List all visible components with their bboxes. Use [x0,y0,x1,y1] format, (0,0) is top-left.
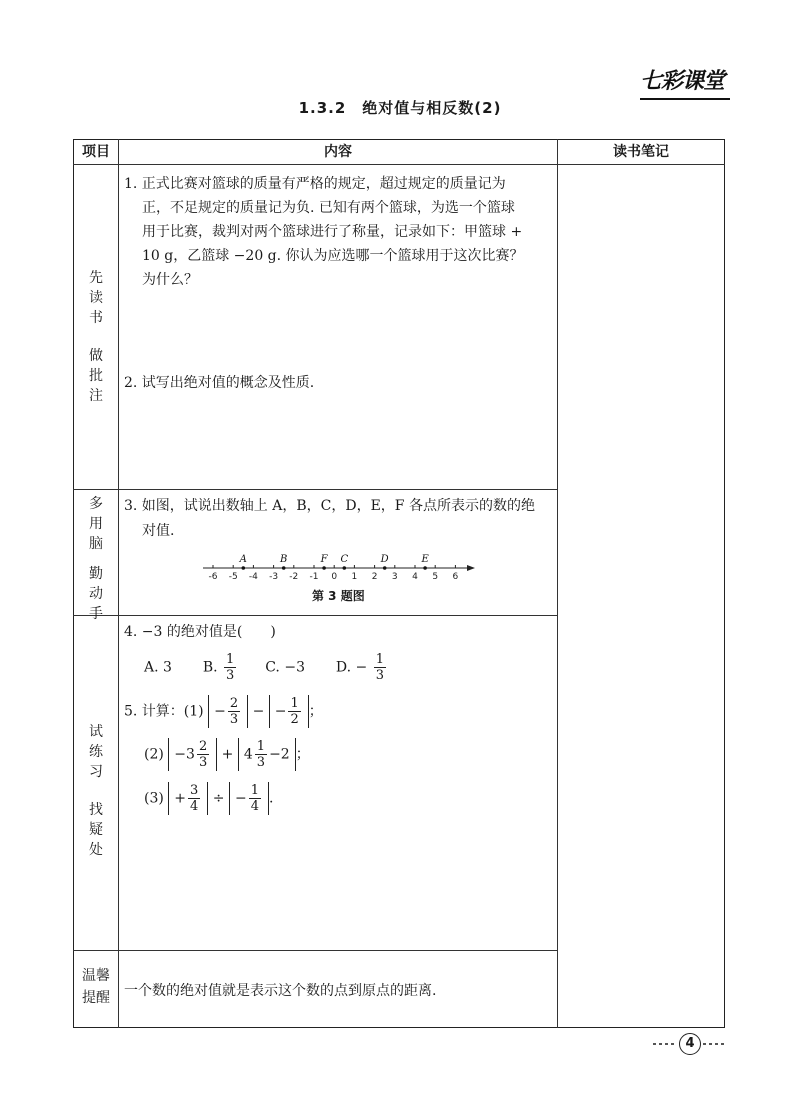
header-item: 项目 [82,144,110,160]
tick-label: -5 [228,572,238,582]
col-divider-item [118,139,119,1028]
tip-text: 一个数的绝对值就是表示这个数的点到原点的距离. [124,983,437,999]
tick-label: -3 [269,572,279,582]
option-a: A. 3 [144,659,172,676]
question-4-stem: 4. −3 的绝对值是( ) [124,624,276,640]
row-divider-1 [73,489,558,490]
dots-right [703,1043,725,1045]
tick-label: 0 [331,572,338,582]
fraction: $\frac{1}{3}$ [226,652,235,683]
figure-caption: 第 3 题图 [312,589,365,603]
point-label-B: B [280,554,288,565]
label-char: 习 [89,764,103,780]
tick-label: 2 [371,572,378,582]
tick-label: 1 [351,572,358,582]
part-label: (3) [144,790,164,807]
point-label-F: F [320,554,328,565]
point-label-D: D [380,554,389,565]
point-C [343,566,347,570]
label-char: 注 [89,388,103,404]
question-1-line: 10 g，乙篮球 −20 g. 你认为应选哪一个篮球用于这次比赛？ [142,248,524,264]
point-D [383,566,387,570]
question-4-options [144,652,388,683]
absolute-value: −3 $\frac{2}{3}$ [168,738,217,771]
axis-arrow [467,565,475,571]
label-char: 动 [89,586,103,602]
page-title: 1.3.2 绝对值与相反数(2) [298,99,502,117]
number-line-figure [195,546,485,582]
brand-main: 七彩 [640,68,683,94]
label-char: 温 [82,968,96,984]
option-c: C. −3 [265,659,305,676]
label-char: 疑 [89,822,103,838]
label-char: 处 [89,842,103,858]
fraction: $\frac{1}{3}$ [375,652,384,683]
tick-label: -2 [289,572,299,582]
part-label: (2) [144,746,164,763]
option-d: D. − [335,659,368,676]
point-label-A: A [239,554,247,565]
label-char: 多 [89,496,103,512]
dots-left [653,1043,675,1045]
question-1-line: 正，不足规定的质量记为负. 已知有两个篮球，为选一个篮球 [142,200,515,216]
absolute-value: + $\frac{3}{4}$ [168,782,208,815]
option-b: B. [202,659,218,676]
label-char: 做 [89,348,103,364]
absolute-value: − $\frac{2}{3}$ [208,695,248,728]
point-A [242,566,246,570]
section-label-practice [74,722,118,860]
header-divider [73,164,725,165]
label-char: 读 [89,290,103,306]
tick-label: -1 [309,572,319,582]
question-1-line: 用于比赛，裁判对两个篮球进行了称量，记录如下：甲篮球 + [142,224,523,240]
question-3 [124,494,554,544]
absolute-value: − $\frac{1}{2}$ [269,695,309,728]
absolute-value: 4 $\frac{1}{3}$ −2 [238,738,296,771]
col-divider-notes [557,139,558,1028]
header-content: 内容 [324,144,352,160]
tick-label: 5 [432,572,439,582]
point-B [282,566,286,570]
tick-label: -4 [248,572,258,582]
label-char: 书 [89,310,103,326]
tick-label: 3 [391,572,398,582]
question-3-line: 3. 如图，试说出数轴上 A，B，C，D，E，F 各点所表示的数的绝 [124,498,535,514]
label-char: 用 [89,516,103,532]
section-label-think [74,494,118,624]
label-char: 练 [89,744,103,760]
question-1-line: 1. 正式比赛对篮球的质量有严格的规定，超过规定的质量记为 [124,176,506,192]
point-F [322,566,326,570]
page-number-value: 4 [679,1033,701,1055]
label-char: 先 [89,270,103,286]
label-char: 脑 [89,536,103,552]
label-char: 提 [82,990,96,1006]
row-divider-2 [73,615,558,616]
label-char: 找 [89,802,103,818]
label-char: 手 [89,606,103,622]
question-3-line: 对值. [142,523,175,539]
tick-label: -6 [208,572,218,582]
label-char: 馨 [96,968,110,984]
point-label-E: E [421,554,429,565]
page-number [653,1033,725,1055]
label-char: 批 [89,368,103,384]
question-5-part-2: (2) −3 $\frac{2}{3}$ + 4 $\frac{1}{3}$ −2 ； [144,739,310,770]
question-1 [124,172,554,292]
tick-label: 6 [452,572,459,582]
absolute-value: − $\frac{1}{4}$ [229,782,269,815]
label-char: 勤 [89,566,103,582]
question-5-stem: 5. 计算：(1) [124,703,204,720]
question-5-part-3: (3) + $\frac{3}{4}$ ÷ − $\frac{1}{4}$ . [144,783,274,814]
label-char: 醒 [96,990,110,1006]
question-2: 2. 试写出绝对值的概念及性质. [124,375,315,391]
point-label-C: C [340,554,349,565]
header-notes: 读书笔记 [613,144,669,160]
section-label-read [74,268,118,406]
point-E [423,566,427,570]
tick-label: 4 [412,572,418,582]
brand-sub: 课堂 [682,68,725,94]
question-1-line: 为什么？ [142,272,198,288]
label-char: 试 [89,724,103,740]
row-divider-3 [73,950,558,951]
question-5-part-1: 5. 计算：(1) − $\frac{2}{3}$ − − $\frac{1}{2}$ ； [124,696,323,727]
section-label-tip [74,965,118,1009]
